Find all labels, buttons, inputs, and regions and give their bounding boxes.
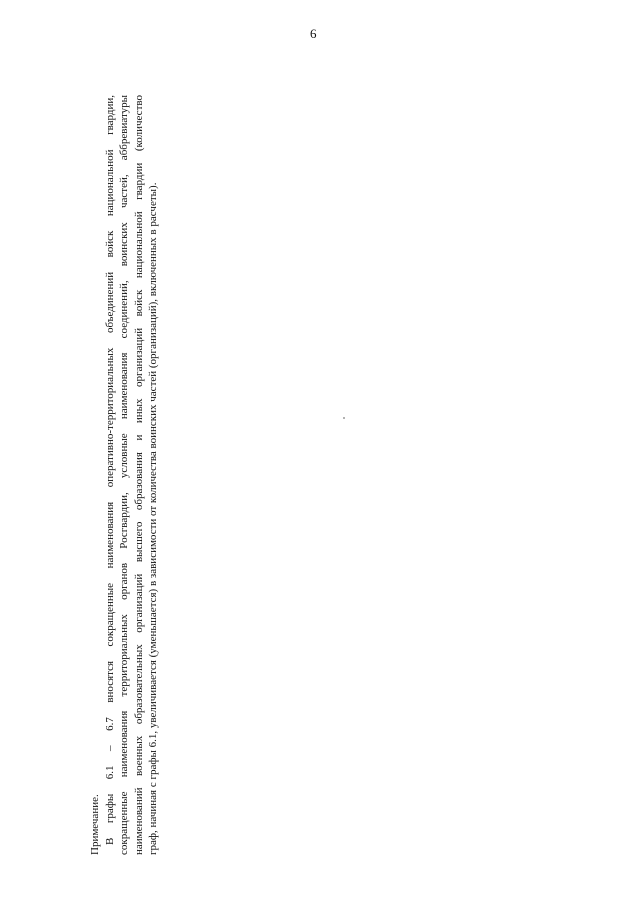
note-block — [88, 95, 174, 855]
scan-speck — [343, 417, 345, 419]
page-number: 6 — [310, 26, 317, 41]
note-line: граф, начиная с графы 6.1, увеличивается (уменьшается) в зависимости от количества воинских частей (организаций), включенных в расчеты). — [147, 182, 159, 855]
note-line: наименований военных образовательных организаций высшего образования и иных организаций войск национальной гвардии (количество — [132, 95, 145, 855]
note-line: В графы 6.1 – 6.7 вносятся сокращенные наименования оперативно-территориальных объединений войск национальной гвардии, — [103, 95, 116, 845]
note-line: сокращенные наименования территориальных органов Росгвардии, условные наименования соединений, воинских частей, аббревиатуры — [118, 95, 130, 855]
note-title: Примечание. — [89, 794, 101, 855]
